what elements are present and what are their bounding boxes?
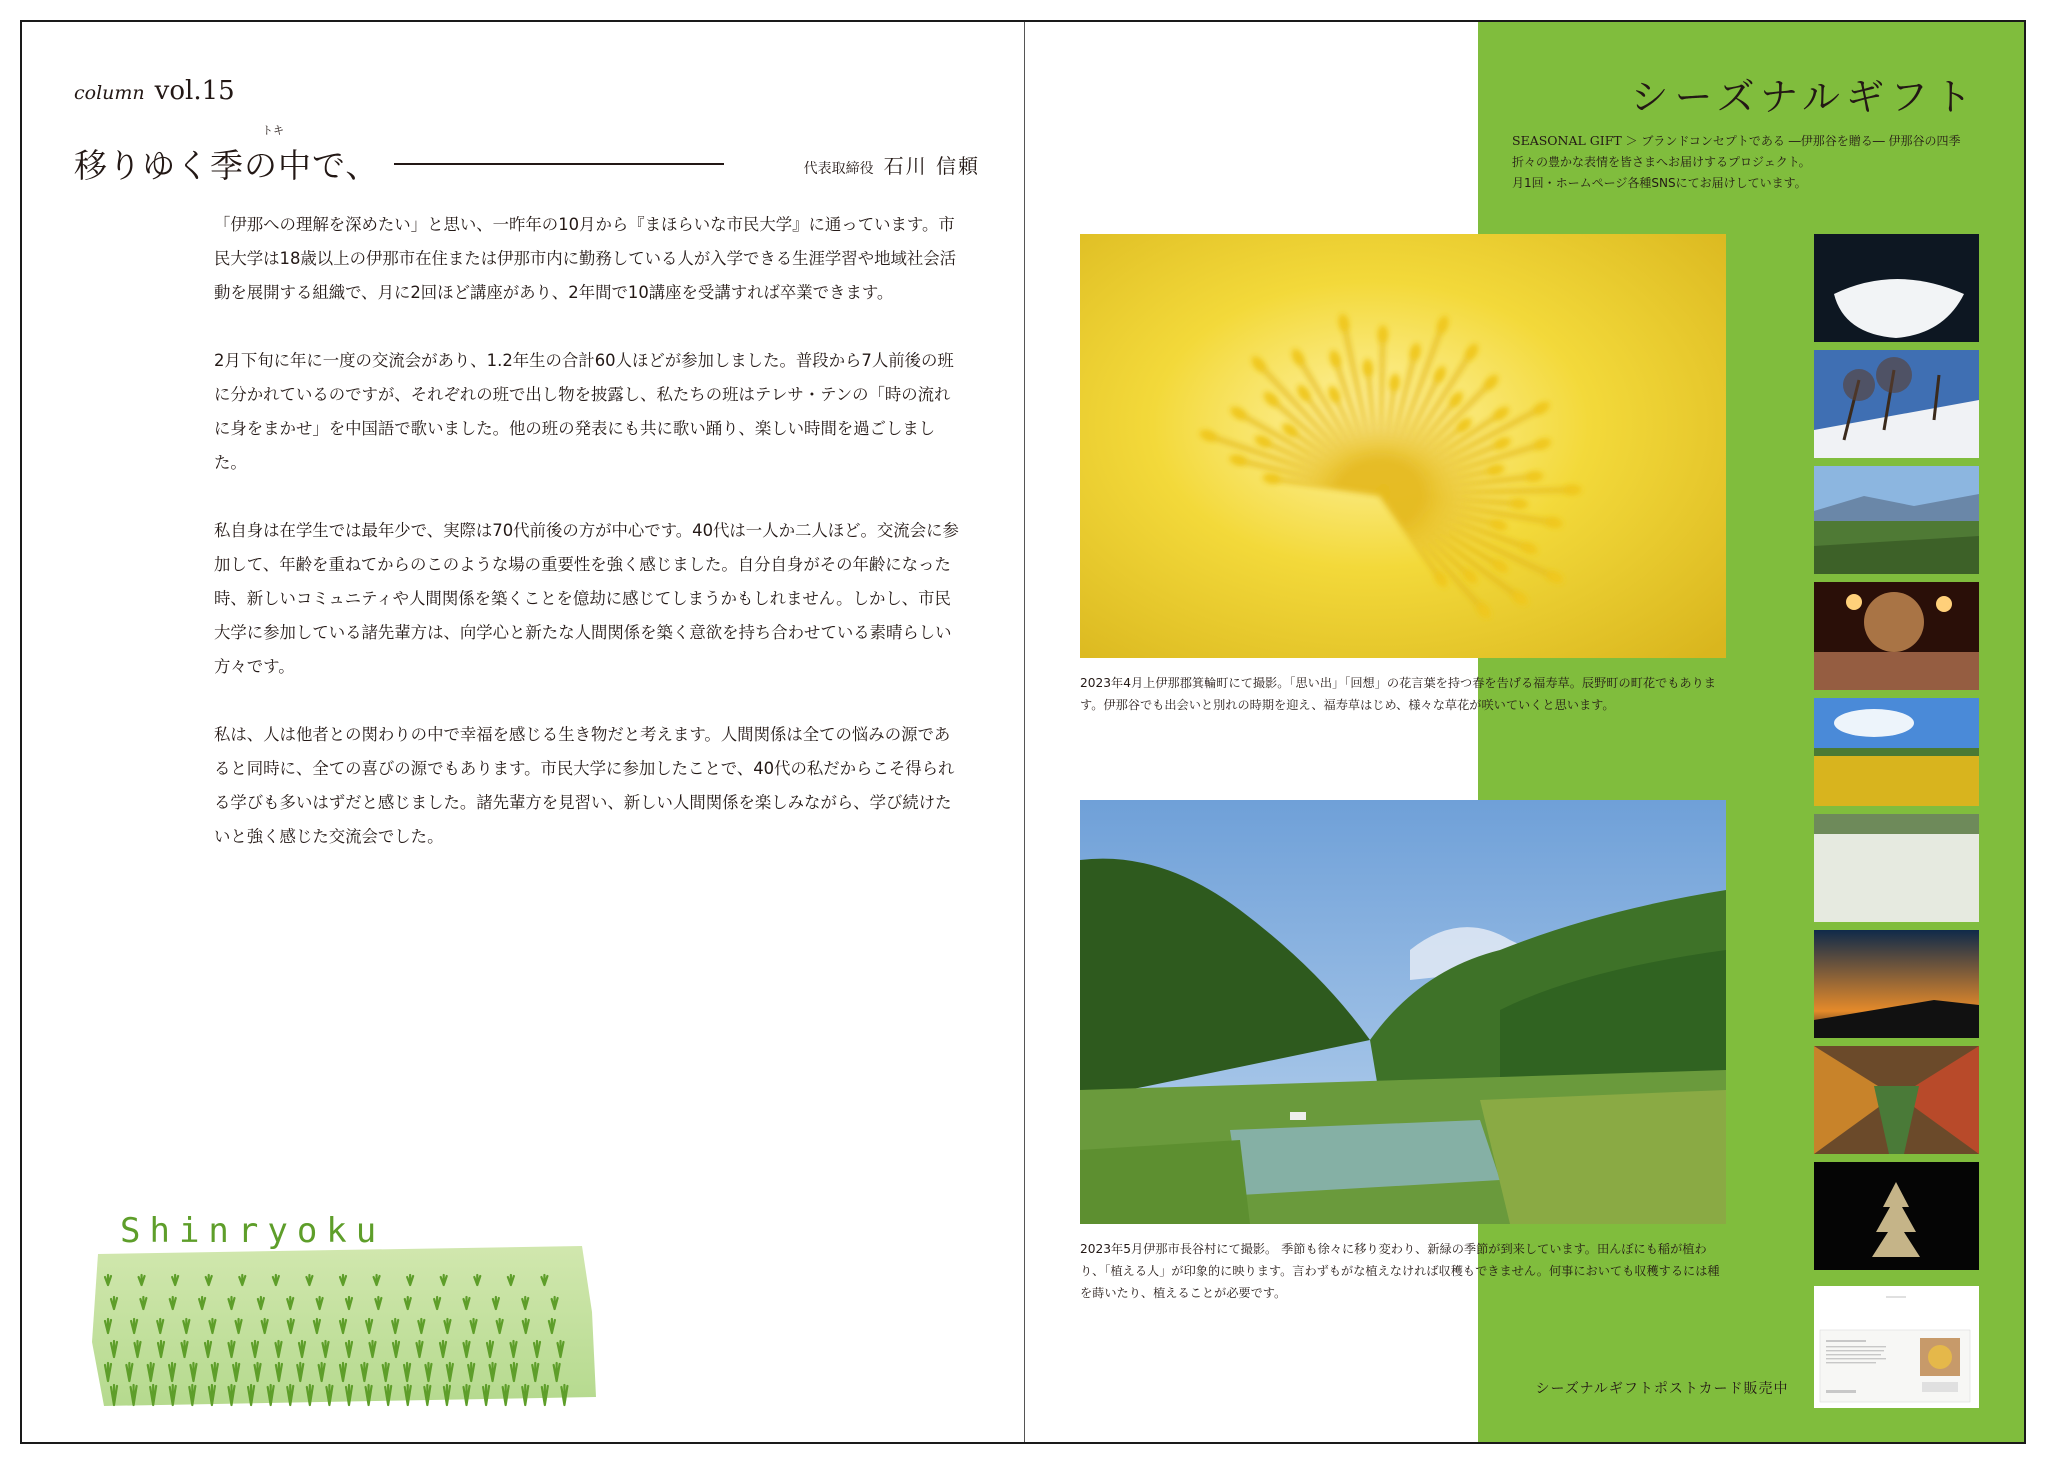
column-article [214, 208, 960, 888]
shinryoku-illustration [84, 1192, 604, 1422]
title-ruby: トキ [262, 124, 284, 137]
column-word: column [74, 82, 145, 104]
thumbnail-light-tree [1814, 1162, 1979, 1270]
thumbnail-mountain-view [1814, 466, 1979, 574]
thumbnail-autumn-valley [1814, 1046, 1979, 1154]
postcard-image [1814, 1286, 1979, 1408]
title-rule [394, 163, 724, 165]
thumbnail-sunset-mountain [1814, 930, 1979, 1038]
column-volume: vol.15 [154, 76, 235, 106]
thumbnail-snow-field [1814, 234, 1979, 342]
author-name: 石川 信頼 [883, 154, 980, 178]
column-label [74, 76, 235, 106]
article-paragraph: 私自身は在学生では最年少で、実際は70代前後の方が中心です。40代は一人か二人ほど。交流会に参加して、年齢を重ねてからのこのような場の重要性を強く感じました。自分自身がその年齢になった時、新しいコミュニティや人間関係を築くことを億劫に感じてしまうかもしれません。しかし、市民大学に参加している諸先輩方は、向学心と新たな人間関係を築く意欲を持ち合わせている素晴らしい方々です。 [214, 521, 959, 676]
article-paragraph: 私は、人は他者との関わりの中で幸福を感じる生き物だと考えます。人間関係は全ての悩みの源であると同時に、全ての喜びの源でもあります。市民大学に参加したことで、40代の私だからこそ得られる学びも多いはずだと感じました。諸先輩方を見習い、新しい人間関係を楽しみながら、学び続けたいと強く感じた交流会でした。 [214, 725, 955, 846]
lead-text-2: 月1回・ホームページ各種SNSにてお届けしています。 [1512, 176, 1807, 190]
lead-text: ブランドコンセプトである ―伊那谷を贈る― 伊那谷の四季折々の豊かな表情を皆さまへお届けするプロジェクト。 [1512, 134, 1961, 169]
thumbnail-night-festival [1814, 582, 1979, 690]
author-credit [804, 150, 980, 179]
page-gutter [1024, 22, 1025, 1442]
thumbnail-snowy-trees [1814, 350, 1979, 458]
seasonal-gift-heading: シーズナルギフト [1630, 75, 1978, 119]
flower-caption: 2023年4月上伊那郡箕輪町にて撮影。「思い出」「回想」の花言葉を持つ春を告げる福寿草。辰野町の町花でもあります。伊那谷でも出会いと別れの時期を迎え、福寿草はじめ、様々な草花が咲いていくと思います。 [1080, 676, 1716, 712]
article-paragraph: 2月下旬に年に一度の交流会があり、1.2年生の合計60人ほどが参加しました。普段から7人前後の班に分かれているのですが、それぞれの班で出し物を披露し、私たちの班はテレサ・テンの「時の流れに身をまかせ」を中国語で歌いました。他の班の発表にも共に歌い踊り、楽しい時間を過ごしました。 [214, 351, 954, 472]
article-paragraph: 「伊那への理解を深めたい」と思い、一昨年の10月から『まほらいな市民大学』に通っています。市民大学は18歳以上の伊那市在住または伊那市内に勤務している人が入学できる生涯学習や地域社会活動を展開する組織で、月に2回ほど講座があり、2年間で10講座を受講すれば卒業できます。 [214, 215, 957, 302]
magazine-spread [20, 20, 2026, 1444]
seasonal-lead [1512, 130, 1982, 194]
postcard-sale-label: シーズナルギフトポストカード販売中 [1535, 1381, 1789, 1397]
lead-english: SEASONAL GIFT [1512, 133, 1622, 148]
thumbnail-sunflower-field [1814, 698, 1979, 806]
valley-caption: 2023年5月伊那市長谷村にて撮影。 季節も徐々に移り変わり、新緑の季節が到来しています。田んぼにも稲が植わり、「植える人」が印象的に映ります。言わずもがな植えなければ収穫もできません。何事においても収穫するには種を蒔いたり、植えることが必要です。 [1080, 1242, 1720, 1300]
postcard-preview [1814, 1286, 1979, 1408]
shinryoku-lettering: Shinryoku [120, 1211, 386, 1251]
flower-photo [1080, 234, 1726, 658]
valley-photo [1080, 800, 1726, 1224]
rice-field-illustration [84, 1192, 604, 1422]
author-role: 代表取締役 [803, 161, 874, 177]
thumbnail-buckwheat-field [1814, 814, 1979, 922]
title-row [74, 124, 980, 190]
lead-arrow: ＞ [1625, 134, 1638, 148]
page-title: 移りゆく季の中で、 [74, 146, 380, 185]
